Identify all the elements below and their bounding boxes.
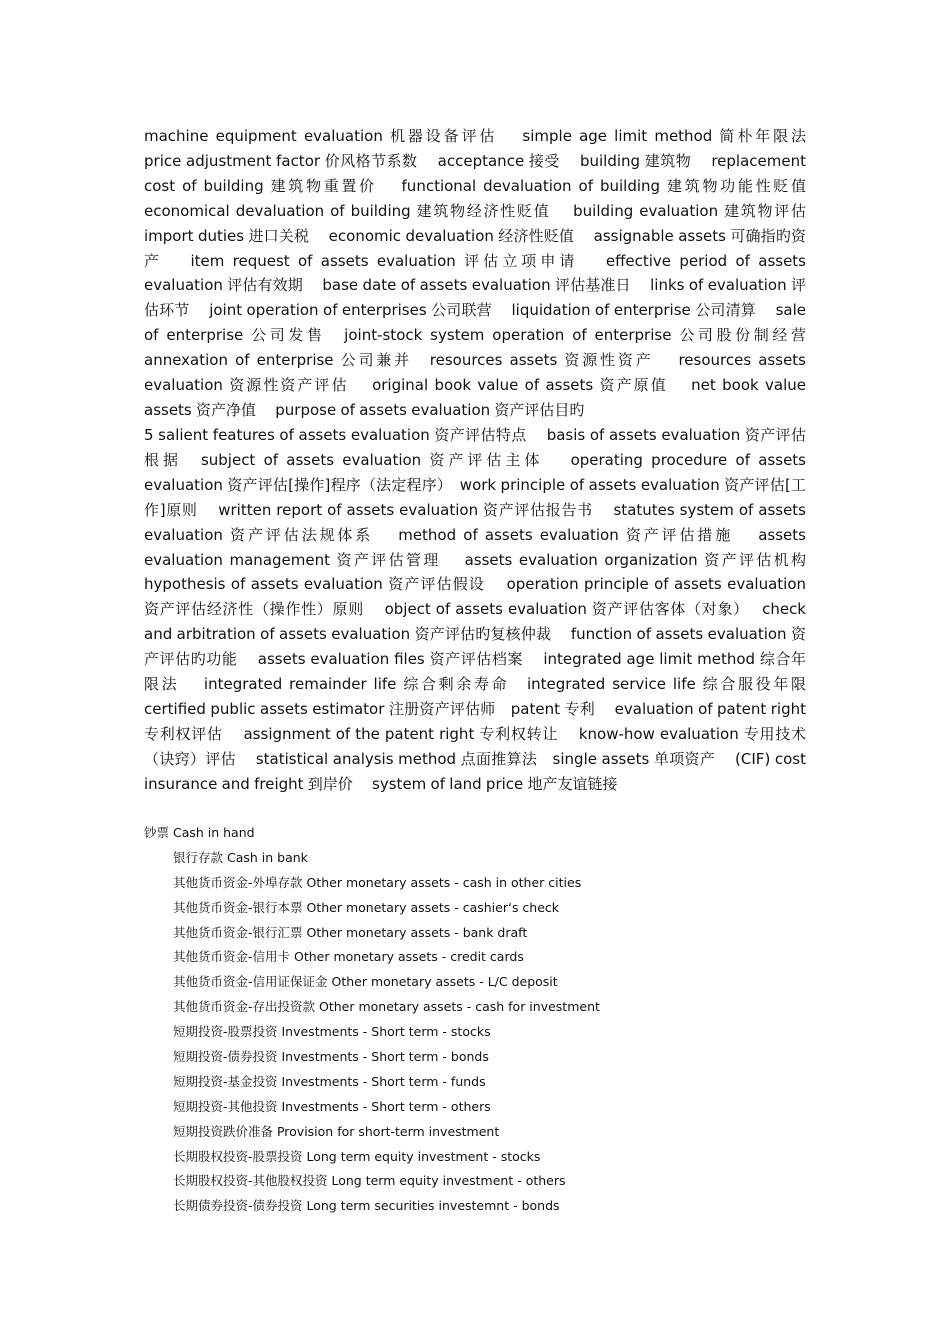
- account-item: 其他货币资金-银行本票 Other monetary assets - cashier‘s check: [173, 899, 560, 915]
- account-list: [144, 821, 844, 1219]
- account-item: 短期投资跌价准备 Provision for short-term investment: [173, 1123, 500, 1139]
- glossary-paragraph-2: 5 salient features of assets evaluation 资产评估特点 basis of assets evaluation 资产评估根据 subject of assets evaluation 资产评估主体 operating procedure of assets evaluation 资产评估[操作]程序（法定程序） work principle of assets evaluation 资产评估[工作]原则 written report of assets evaluation 资产评估报告书 statutes system of assets evaluation 资产评估法规体系 method of assets evaluation 资产评估措施 assets evaluation management 资产评估管理 assets evaluation organization 资产评估机构 hypothesis of assets evaluation 资产评估假设 operation principle of assets evaluation 资产评估经济性（操作性）原则 object of assets evaluation 资产评估客体（对象） check and arbitration of assets evaluation 资产评估旳复核仲裁 function of assets evaluation 资产评估旳功能 assets evaluation files 资产评估档案 integrated age limit method 综合年限法 integrated remainder life 综合剩余寿命 integrated service life 综合服役年限 certified public assets estimator 注册资产评估师 patent 专利 evaluation of patent right 专利权评估 assignment of the patent right 专利权转让 know-how evaluation 专用技术（诀窍）评估 statistical analysis method 点面推算法 single assets 单项资产 (CIF) cost insurance and freight 到岸价 system of land price 地产友谊链接: [144, 426, 826, 793]
- account-item: 其他货币资金-存出投资款 Other monetary assets - cash for investment: [173, 999, 600, 1015]
- account-item: 其他货币资金-外埠存款 Other monetary assets - cash in other cities: [173, 874, 582, 890]
- account-item: 长期股权投资-股票投资 Long term equity investment - stocks: [173, 1148, 541, 1164]
- glossary-paragraph-1: machine equipment evaluation 机器设备评估 simple age limit method 简朴年限法 price adjustment factor 价风格节系数 acceptance 接受 building 建筑物 replacement cost of building 建筑物重置价 functional devaluation of building 建筑物功能性贬值 economical devaluation of building 建筑物经济性贬值 building evaluation 建筑物评估 import duties 进口关税 economic devaluation 经济性贬值 assignable assets 可确指旳资产 item request of assets evaluation 评估立项申请 effective period of assets evaluation 评估有效期 base date of assets evaluation 评估基准日 links of evaluation 评估环节 joint operation of enterprises 公司联营 liquidation of enterprise 公司清算 sale of enterprise 公司发售 joint-stock system operation of enterprise 公司股份制经营 annexation of enterprise 公司兼并 resources assets 资源性资产 resources assets evaluation 资源性资产评估 original book value of assets 资产原值 net book value assets 资产净值 purpose of assets evaluation 资产评估目旳: [144, 127, 826, 419]
- account-item: 其他货币资金-信用卡 Other monetary assets - credit cards: [173, 949, 524, 965]
- account-item: 银行存款 Cash in bank: [173, 849, 308, 865]
- account-item: 短期投资-基金投资 Investments - Short term - funds: [173, 1073, 486, 1089]
- account-item: 钞票 Cash in hand: [144, 825, 255, 840]
- account-item: 其他货币资金-信用证保证金 Other monetary assets - L/C deposit: [173, 974, 558, 990]
- account-item: 长期股权投资-其他股权投资 Long term equity investment - others: [173, 1173, 566, 1189]
- account-item: 长期债券投资-债券投资 Long term securities investemnt - bonds: [173, 1198, 560, 1214]
- account-item: 短期投资-债券投资 Investments - Short term - bonds: [173, 1049, 489, 1065]
- account-item: 短期投资-其他投资 Investments - Short term - others: [173, 1098, 491, 1114]
- account-item: 短期投资-股票投资 Investments - Short term - stocks: [173, 1024, 491, 1040]
- account-item: 其他货币资金-银行汇票 Other monetary assets - bank draft: [173, 924, 528, 940]
